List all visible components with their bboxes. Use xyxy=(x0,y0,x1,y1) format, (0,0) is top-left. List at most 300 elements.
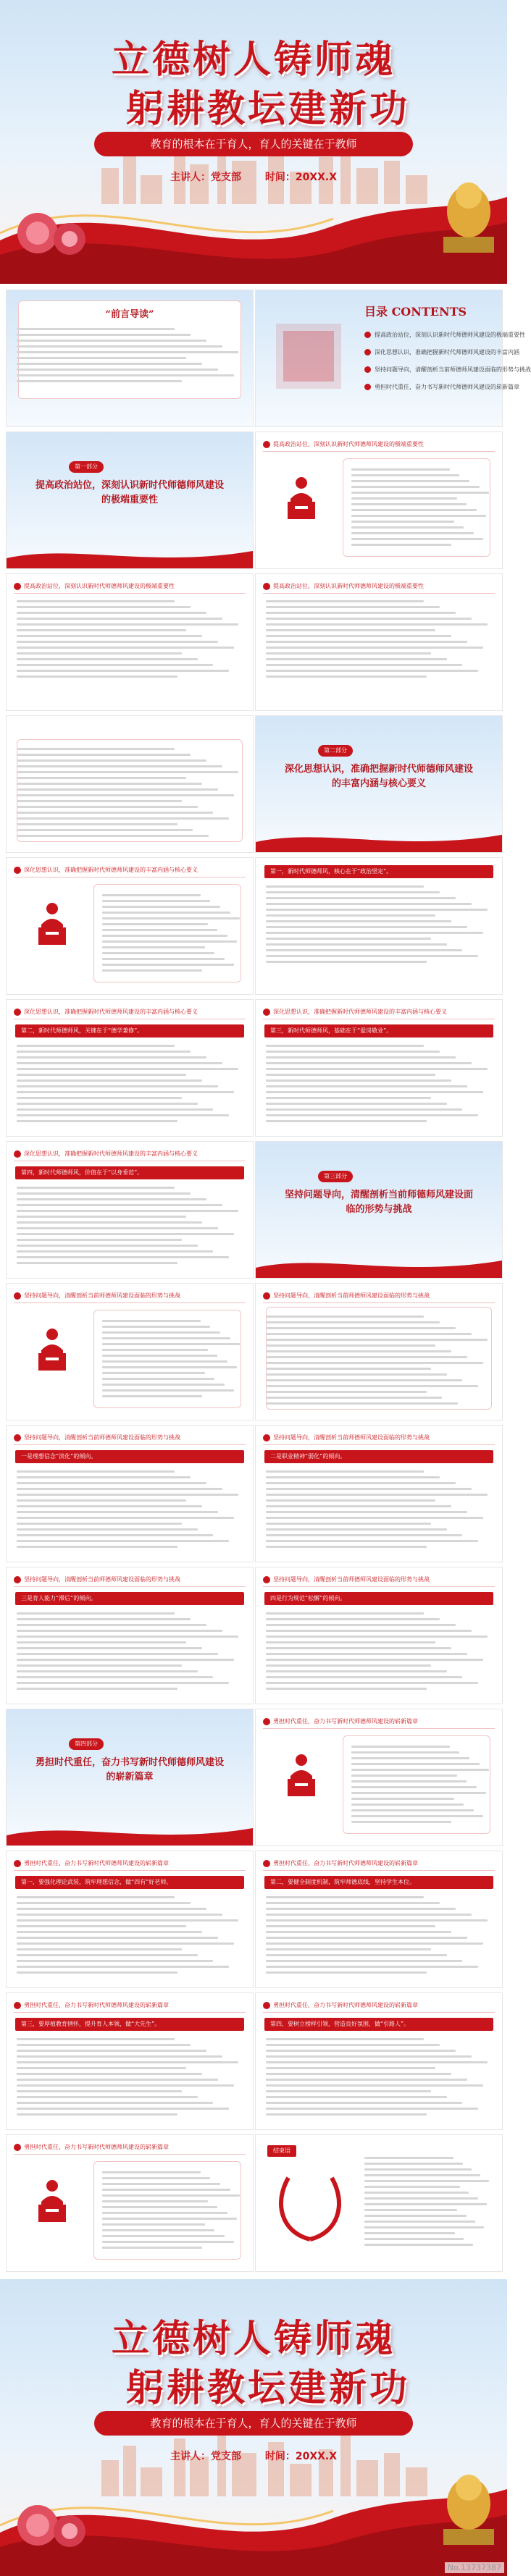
text-line xyxy=(266,903,472,905)
text-line xyxy=(17,1636,238,1638)
text-line xyxy=(17,1051,191,1053)
text-line xyxy=(364,2244,473,2246)
text-line xyxy=(266,1316,424,1318)
text-line xyxy=(266,1079,451,1082)
text-line xyxy=(266,1636,488,1638)
text-lines xyxy=(266,1470,492,1552)
text-line xyxy=(17,1511,218,1513)
text-line xyxy=(351,1780,467,1782)
text-line xyxy=(17,1062,222,1064)
slide-thumbnail[interactable] xyxy=(6,715,254,853)
text-line xyxy=(266,943,447,946)
contents-emblem-icon xyxy=(269,316,348,396)
peony-flower-icon xyxy=(9,2489,96,2554)
text-line xyxy=(102,1320,201,1322)
text-line xyxy=(364,2168,472,2171)
text-line xyxy=(102,1389,234,1392)
text-line xyxy=(266,1971,427,1974)
text-line xyxy=(102,1331,220,1334)
text-line xyxy=(266,1505,451,1507)
cover-slide-top xyxy=(0,0,507,284)
text-line xyxy=(17,1908,206,1910)
text-line xyxy=(17,629,186,631)
text-line xyxy=(364,2186,460,2188)
slide-thumbnail[interactable] xyxy=(6,1567,254,1704)
text-line xyxy=(266,1344,435,1347)
header-dot-icon xyxy=(263,2002,270,2009)
text-line xyxy=(17,1103,198,1105)
text-lines xyxy=(17,1896,243,1977)
slide-header xyxy=(14,1573,246,1587)
slide-thumbnail[interactable] xyxy=(255,573,503,711)
text-line xyxy=(266,1391,427,1393)
text-line xyxy=(266,1108,462,1111)
slide-thumbnail[interactable] xyxy=(255,1567,503,1704)
text-line xyxy=(266,1630,472,1632)
text-line xyxy=(17,363,202,365)
text-line xyxy=(351,509,477,511)
text-line xyxy=(266,1937,467,1939)
toc-item-label: 坚持问题导向，清醒剖析当前师德师风建设面临的形势与挑战 xyxy=(375,366,531,373)
text-line xyxy=(17,328,175,330)
text-line xyxy=(102,1349,208,1351)
part-title: 勇担时代重任，奋力书写新时代师德师风建设的崭新篇章 xyxy=(35,1757,225,1782)
text-line xyxy=(17,670,229,672)
text-line xyxy=(17,334,191,336)
cover-speaker: 主讲人：党支部 xyxy=(170,172,241,183)
text-line xyxy=(17,1250,213,1253)
slide-thumbnail[interactable] xyxy=(255,1709,503,1846)
text-line xyxy=(351,526,464,529)
slide-header-text: 勇担时代重任，奋力书写新时代师德师风建设的崭新篇章 xyxy=(273,2002,418,2008)
slide-header xyxy=(14,1857,246,1871)
text-line xyxy=(364,2180,489,2182)
text-line xyxy=(102,2171,201,2173)
header-dot-icon xyxy=(14,2144,21,2151)
header-dot-icon xyxy=(263,1292,270,1300)
text-line xyxy=(266,1368,431,1370)
text-line xyxy=(266,1321,440,1323)
text-line xyxy=(266,1114,478,1116)
text-line xyxy=(266,1362,483,1364)
header-dot-icon xyxy=(14,1860,21,1867)
slide-thumbnail[interactable] xyxy=(6,999,254,1137)
text-line xyxy=(266,1653,467,1655)
text-line xyxy=(17,2055,222,2058)
text-line xyxy=(351,1803,464,1806)
part-tag: 第三部分 xyxy=(318,1171,353,1182)
closing-meta xyxy=(0,2449,507,2463)
slide-thumbnail[interactable] xyxy=(255,715,503,853)
text-line xyxy=(102,1326,210,1328)
text-line xyxy=(17,777,186,779)
toc-item[interactable] xyxy=(364,347,519,358)
text-line xyxy=(266,1068,488,1070)
slide-thumbnail[interactable] xyxy=(6,1709,254,1846)
slide-thumbnail[interactable] xyxy=(255,1992,503,2130)
text-line xyxy=(266,932,483,934)
text-line xyxy=(17,1688,177,1690)
toc-item[interactable] xyxy=(364,329,525,341)
cover-title-line1: 立德树人铸师魂 xyxy=(111,38,396,82)
text-line xyxy=(266,1966,478,1968)
slide-header-text: 深化思想认识，准确把握新时代师德师风建设的丰富内涵与核心要义 xyxy=(24,1009,198,1015)
text-line xyxy=(17,1192,191,1195)
text-line xyxy=(351,1821,451,1823)
text-line xyxy=(102,1360,227,1363)
slide-thumbnail[interactable] xyxy=(6,2134,254,2272)
header-dot-icon xyxy=(263,1718,270,1725)
text-line xyxy=(102,2212,227,2214)
slide-thumbnail[interactable] xyxy=(6,1283,254,1420)
slide-thumbnail[interactable] xyxy=(255,432,503,569)
text-lines xyxy=(351,1746,492,1827)
text-line xyxy=(17,817,229,820)
text-line xyxy=(17,1653,218,1655)
text-line xyxy=(17,1664,182,1667)
text-line xyxy=(102,946,205,948)
text-lines xyxy=(102,1320,243,1401)
text-line xyxy=(266,1618,440,1620)
text-line xyxy=(17,1210,238,1212)
speaker-podium-icon xyxy=(35,901,69,946)
part-title: 提高政治站位，深刻认识新时代师德师风建设的极端重要性 xyxy=(35,480,225,505)
text-line xyxy=(17,357,186,359)
text-line xyxy=(351,1769,489,1771)
slide-header-text: 坚持问题导向，清醒剖析当前师德师风建设面临的形势与挑战 xyxy=(24,1576,180,1583)
text-line xyxy=(266,1085,467,1087)
text-line xyxy=(17,2113,177,2116)
slide-thumbnail[interactable] xyxy=(255,857,503,995)
text-line xyxy=(266,1676,462,1678)
slide-header xyxy=(14,580,246,594)
text-line xyxy=(266,1948,431,1950)
text-line xyxy=(266,652,431,654)
text-lines xyxy=(266,1896,492,1977)
red-ribbon-graphic xyxy=(256,828,502,852)
text-line xyxy=(17,1187,175,1189)
closing-tag: 结束语 xyxy=(267,2145,296,2157)
text-lines xyxy=(351,468,492,550)
text-line xyxy=(17,759,206,762)
section-bar: 第一，新时代师德师风，核心在于“政治坚定”。 xyxy=(264,865,493,878)
text-line xyxy=(351,474,459,476)
text-lines xyxy=(266,600,492,681)
slide-thumbnail[interactable] xyxy=(255,290,531,427)
header-dot-icon xyxy=(14,1434,21,1441)
slide-thumbnail[interactable] xyxy=(255,1425,503,1562)
text-line xyxy=(17,606,191,608)
slide-header-text: 勇担时代重任，奋力书写新时代师德师风建设的崭新篇章 xyxy=(273,1718,418,1725)
slide-header xyxy=(14,864,246,877)
text-line xyxy=(266,658,447,660)
slide-header-text: 提高政治站位，深刻认识新时代师德师风建设的极端重要性 xyxy=(24,583,175,589)
text-line xyxy=(266,1517,483,1519)
text-lines xyxy=(266,1045,492,1126)
header-dot-icon xyxy=(263,583,270,590)
text-line xyxy=(17,806,198,808)
text-line xyxy=(17,1618,191,1620)
text-line xyxy=(17,2050,206,2052)
text-line xyxy=(17,748,175,750)
slide-thumbnail[interactable] xyxy=(6,573,254,711)
slide-thumbnail[interactable] xyxy=(6,1425,254,1562)
text-line xyxy=(364,2221,475,2223)
slide-header xyxy=(263,438,495,452)
slide-thumbnail[interactable] xyxy=(6,1141,254,1279)
text-line xyxy=(266,1540,478,1542)
header-dot-icon xyxy=(14,1009,21,1016)
text-line xyxy=(17,345,222,348)
text-line xyxy=(266,1612,424,1615)
slide-header-text: 提高政治站位，深刻认识新时代师德师风建设的极端重要性 xyxy=(273,583,424,589)
text-line xyxy=(266,1045,424,1047)
text-line xyxy=(266,2073,451,2075)
text-line xyxy=(17,2096,198,2098)
text-line xyxy=(266,1385,478,1387)
text-line xyxy=(266,1925,435,1927)
text-line xyxy=(17,635,202,637)
text-line xyxy=(17,1221,202,1224)
slide-thumbnail[interactable] xyxy=(255,1283,503,1420)
text-line xyxy=(364,2226,484,2228)
cover-subtitle: 教育的根本在于育人，育人的关键在于教师 xyxy=(94,132,413,156)
section-bar: 一是理想信念“淡化”的倾向。 xyxy=(15,1450,244,1463)
section-bar: 第二，要健全制度机制，筑牢师德底线，坚持学生本位。 xyxy=(264,1876,493,1889)
slide-thumbnail[interactable] xyxy=(255,2134,503,2272)
toc-title: 目录 CONTENTS xyxy=(364,305,467,319)
text-line xyxy=(266,1056,456,1058)
text-line xyxy=(102,929,217,931)
text-line xyxy=(266,938,431,940)
text-line xyxy=(266,1356,467,1358)
slide-header-text: 坚持问题导向，清醒剖析当前师德师风建设面临的形势与挑战 xyxy=(24,1292,180,1299)
text-line xyxy=(17,1540,229,1542)
toc-item[interactable] xyxy=(364,364,531,376)
text-line xyxy=(17,1546,177,1548)
text-line xyxy=(266,1488,472,1490)
text-line xyxy=(266,664,462,666)
part-tag: 第二部分 xyxy=(318,745,353,757)
closing-time: 时间：20XX.X xyxy=(264,2451,338,2462)
slide-header xyxy=(14,1999,246,2013)
text-line xyxy=(102,2241,234,2243)
text-line xyxy=(17,1517,234,1519)
text-line xyxy=(17,771,238,773)
header-dot-icon xyxy=(14,1576,21,1583)
text-line xyxy=(17,1245,198,1247)
text-line xyxy=(17,1676,213,1678)
text-line xyxy=(266,2055,472,2058)
slide-thumbnail[interactable] xyxy=(6,432,254,569)
text-line xyxy=(17,1239,182,1241)
text-line xyxy=(266,1482,456,1484)
text-line xyxy=(17,1624,206,1626)
text-line xyxy=(266,1546,427,1548)
text-line xyxy=(102,2223,205,2226)
text-line xyxy=(17,2038,175,2040)
slide-header-text: 坚持问题导向，清醒剖析当前师德师风建设面临的形势与挑战 xyxy=(273,1292,430,1299)
text-lines xyxy=(364,2157,492,2249)
text-line xyxy=(17,1919,238,1922)
red-ribbon-graphic xyxy=(7,1821,253,1845)
text-line xyxy=(266,1379,462,1381)
text-line xyxy=(17,1523,182,1525)
speaker-podium-icon xyxy=(35,2179,69,2223)
text-line xyxy=(17,2067,186,2069)
section-bar: 三是育人能力“滞后”的倾向。 xyxy=(15,1592,244,1605)
text-line xyxy=(266,1902,440,1904)
text-line xyxy=(364,2232,455,2234)
slide-header-text: 深化思想认识，准确把握新时代师德师风建设的丰富内涵与核心要义 xyxy=(24,1150,198,1157)
text-lines xyxy=(17,748,243,841)
text-line xyxy=(17,1954,198,1956)
text-line xyxy=(102,2177,210,2179)
slide-thumbnail[interactable] xyxy=(255,1141,503,1279)
text-line xyxy=(102,958,225,960)
slide-header xyxy=(263,1006,495,1019)
text-line xyxy=(17,1494,238,1496)
section-bar: 第二，新时代师德师风，关键在于“德学兼修”。 xyxy=(15,1024,244,1037)
text-line xyxy=(266,1664,431,1667)
text-line xyxy=(17,800,182,802)
slide-thumbnail[interactable] xyxy=(255,999,503,1137)
slide-header-text: 勇担时代重任，奋力书写新时代师德师风建设的崭新篇章 xyxy=(24,2002,169,2008)
header-dot-icon xyxy=(14,2002,21,2009)
text-line xyxy=(266,675,427,678)
slide-header-text: 坚持问题导向，清醒剖析当前师德师风建设面临的形势与挑战 xyxy=(273,1576,430,1583)
text-line xyxy=(266,1659,483,1661)
slide-thumbnail[interactable] xyxy=(255,1851,503,1988)
text-line xyxy=(351,1757,469,1759)
text-line xyxy=(266,1120,427,1122)
slide-thumbnail[interactable] xyxy=(6,1992,254,2130)
header-dot-icon xyxy=(263,1860,270,1867)
text-line xyxy=(364,2192,469,2194)
slide-thumbnail[interactable] xyxy=(6,857,254,995)
section-bar: 第三，要厚植教育情怀，提升育人本领，做“大先生”。 xyxy=(15,2018,244,2031)
text-line xyxy=(266,1062,472,1064)
text-line xyxy=(266,2079,467,2081)
text-line xyxy=(17,641,218,643)
laurel-wreath-icon xyxy=(270,2167,350,2247)
text-line xyxy=(266,1339,488,1341)
text-line xyxy=(266,1942,483,1945)
text-line xyxy=(351,521,454,523)
slide-thumbnail[interactable] xyxy=(6,1851,254,1988)
toc-item[interactable] xyxy=(364,382,519,393)
text-lines xyxy=(17,1045,243,1126)
text-line xyxy=(364,2203,487,2205)
text-line xyxy=(266,955,478,957)
text-lines xyxy=(266,1316,492,1408)
slide-header xyxy=(263,580,495,594)
text-line xyxy=(102,1366,237,1368)
text-lines xyxy=(17,600,243,681)
text-line xyxy=(266,1373,447,1376)
slide-header xyxy=(263,1573,495,1587)
slide-header xyxy=(263,1289,495,1303)
text-lines xyxy=(17,328,243,386)
text-line xyxy=(17,1216,186,1218)
text-line xyxy=(17,1120,177,1122)
toc-bullet-icon xyxy=(364,332,371,338)
text-line xyxy=(102,900,210,902)
text-line xyxy=(17,664,213,666)
cover-meta xyxy=(0,169,507,184)
text-line xyxy=(17,765,222,767)
text-line xyxy=(17,600,175,602)
text-line xyxy=(266,1641,435,1643)
text-line xyxy=(364,2157,453,2159)
text-line xyxy=(351,532,474,534)
text-line xyxy=(17,340,206,342)
text-line xyxy=(266,926,467,928)
text-line xyxy=(17,1942,234,1945)
text-line xyxy=(17,1937,218,1939)
text-line xyxy=(102,917,240,919)
toc-item-label: 勇担时代重任，奋力书写新时代师德师风建设的崭新篇章 xyxy=(375,384,519,390)
text-line xyxy=(266,1670,447,1672)
text-lines xyxy=(17,1187,243,1268)
text-line xyxy=(102,2189,230,2191)
section-bar: 第三，新时代师德师风，基础在于“爱岗敬业”。 xyxy=(264,1024,493,1037)
text-line xyxy=(266,1470,424,1473)
text-line xyxy=(17,647,234,649)
text-line xyxy=(102,952,214,954)
text-line xyxy=(266,2044,440,2046)
text-line xyxy=(17,618,222,620)
text-line xyxy=(266,1682,478,1684)
text-lines xyxy=(266,2038,492,2119)
text-line xyxy=(266,1091,483,1093)
text-line xyxy=(266,623,488,626)
header-dot-icon xyxy=(14,1292,21,1300)
text-line xyxy=(102,1395,202,1397)
text-line xyxy=(102,2218,237,2220)
text-line xyxy=(102,940,237,943)
text-line xyxy=(17,1931,202,1933)
text-line xyxy=(266,961,427,963)
text-line xyxy=(17,823,177,825)
slide-header xyxy=(14,1006,246,1019)
text-line xyxy=(17,1902,191,1904)
text-line xyxy=(266,1327,456,1329)
text-line xyxy=(17,1896,175,1898)
text-line xyxy=(17,1528,198,1531)
slide-thumbnail[interactable] xyxy=(6,290,254,427)
text-line xyxy=(351,538,483,540)
text-line xyxy=(17,1925,186,1927)
text-line xyxy=(17,1476,191,1478)
text-line xyxy=(17,2108,229,2110)
text-line xyxy=(266,1919,488,1922)
text-line xyxy=(266,897,456,899)
text-line xyxy=(102,1384,225,1386)
speaker-podium-icon xyxy=(35,1327,69,1372)
text-line xyxy=(364,2174,480,2176)
speaker-podium-icon xyxy=(285,1753,318,1798)
text-line xyxy=(17,2073,202,2075)
header-dot-icon xyxy=(263,441,270,448)
text-line xyxy=(102,2194,240,2197)
slide-header xyxy=(263,1715,495,1729)
text-line xyxy=(102,906,220,908)
text-line xyxy=(364,2197,478,2200)
slide-header xyxy=(14,1148,246,1161)
text-line xyxy=(17,2084,234,2087)
text-line xyxy=(17,1971,177,1974)
